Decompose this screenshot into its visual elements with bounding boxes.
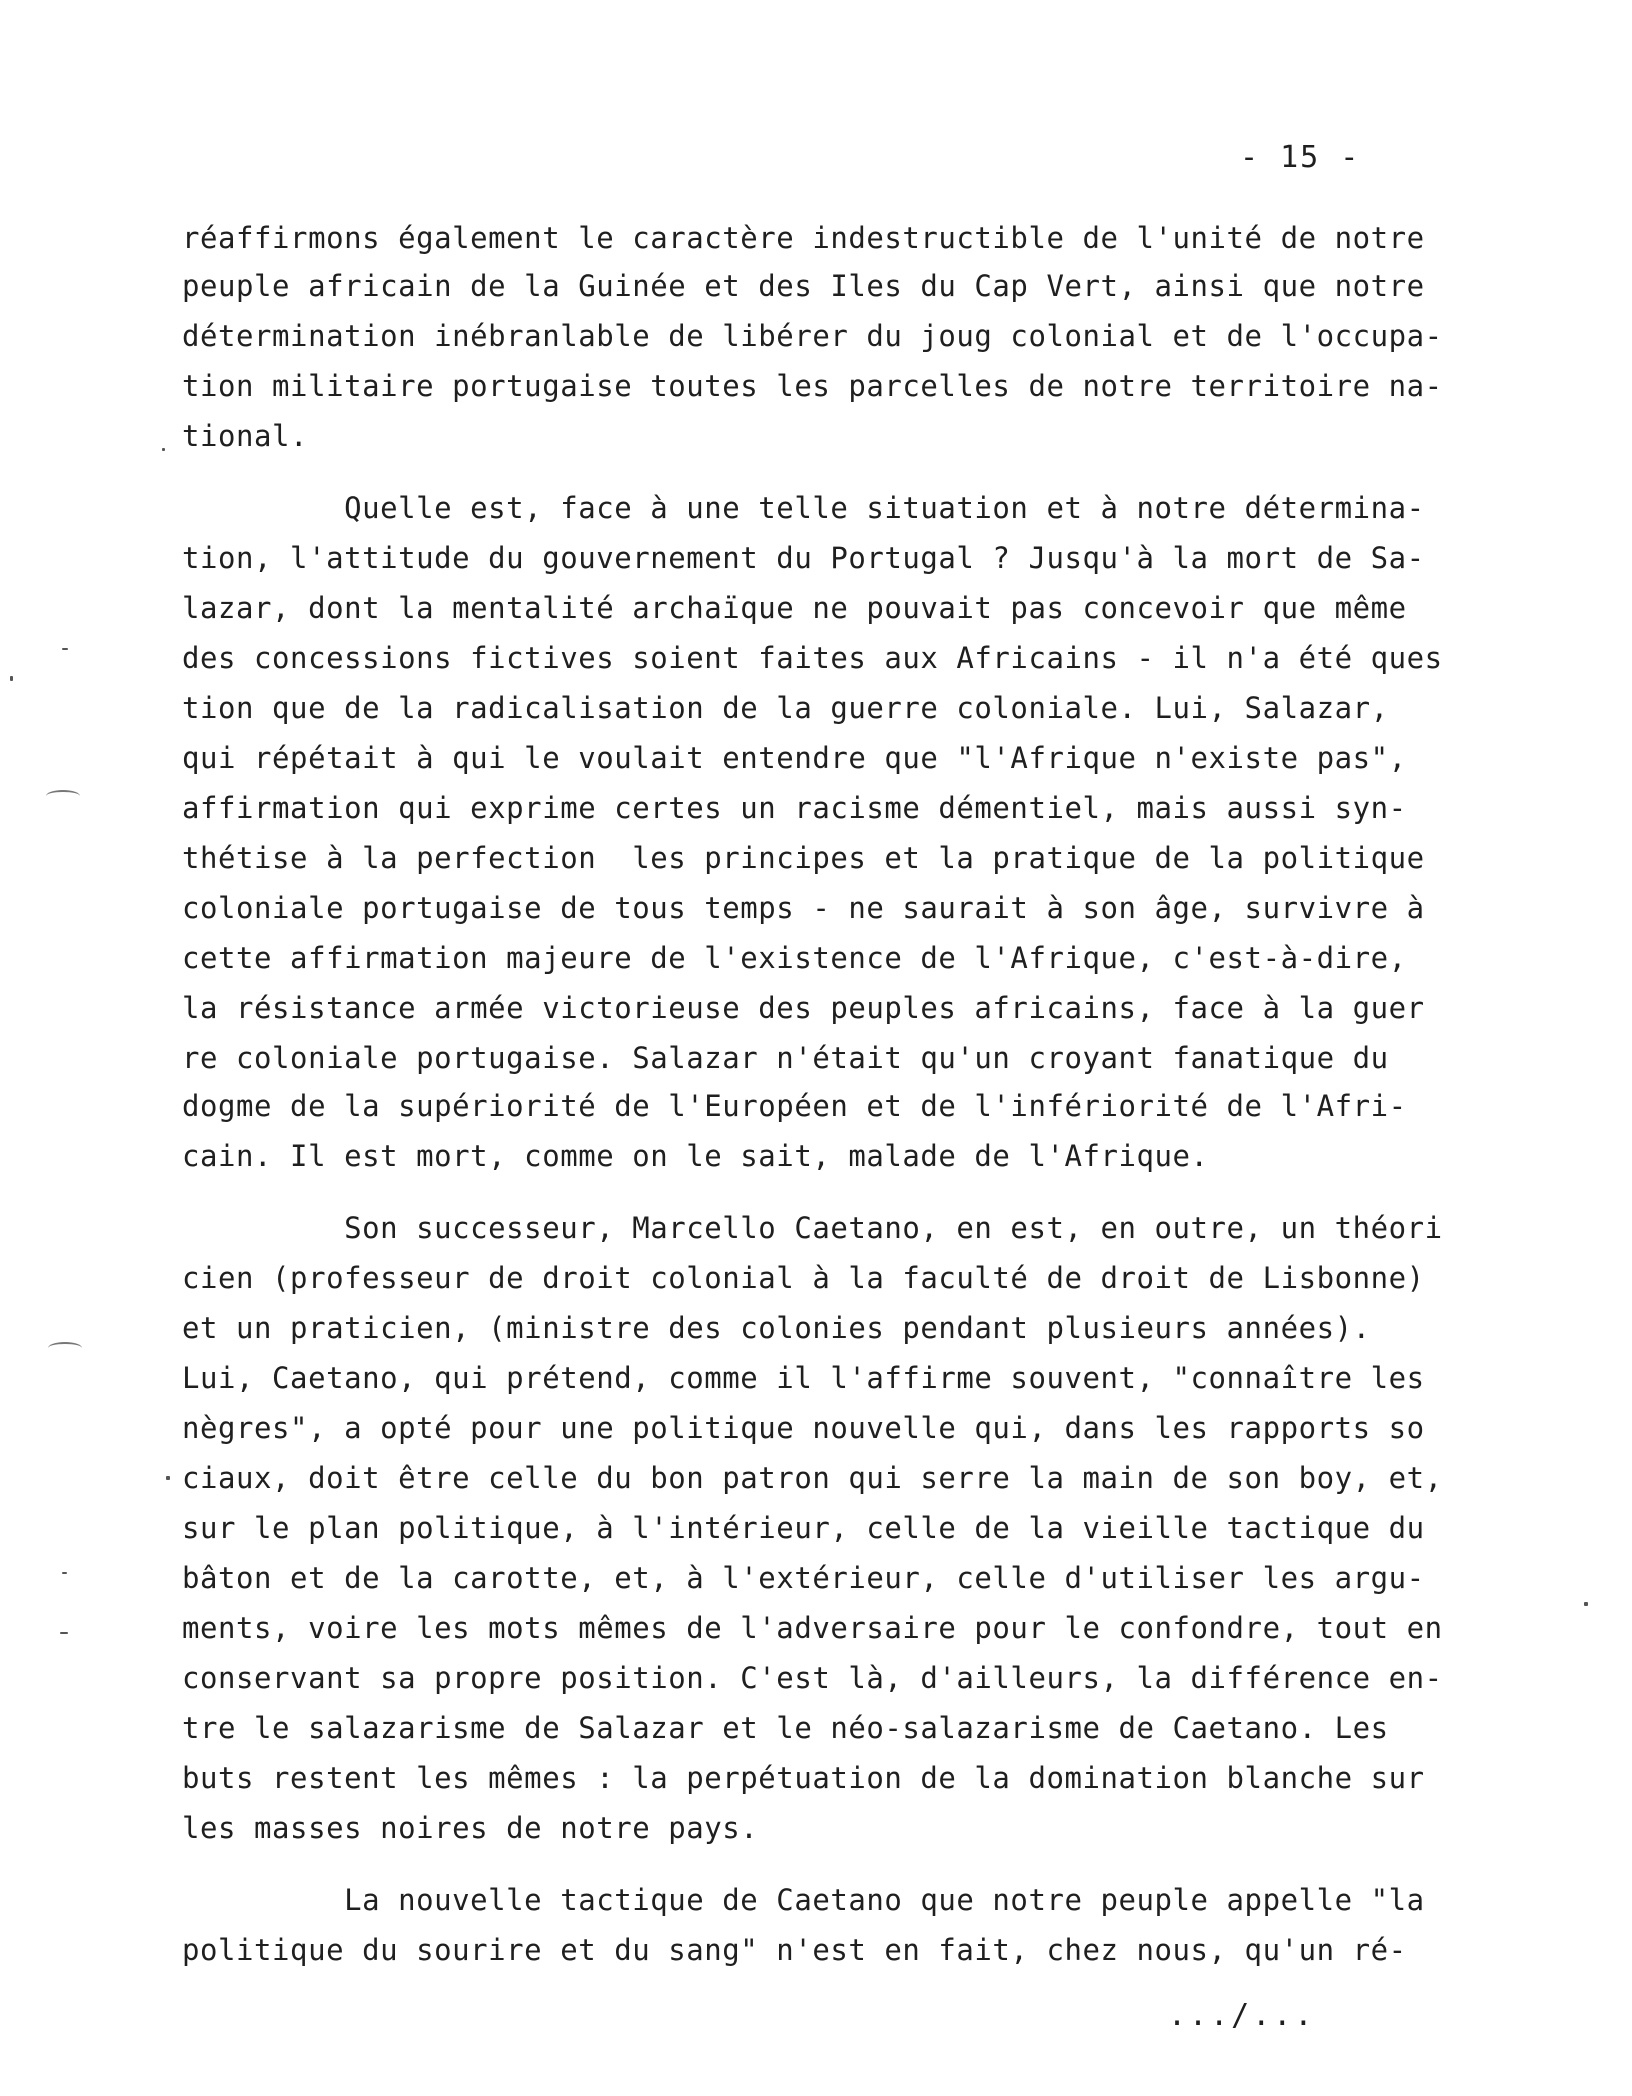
text-line: re coloniale portugaise. Salazar n'était qu'un croyant fanatique du [182, 1041, 1389, 1075]
text-line: ments, voire les mots mêmes de l'adversaire pour le confondre, tout en [182, 1611, 1443, 1645]
continuation-marker: .../... [1168, 1998, 1316, 2033]
text-line: peuple africain de la Guinée et des Iles du Cap Vert, ainsi que notre [182, 269, 1425, 303]
scan-speck [10, 676, 13, 681]
scan-speck [166, 1476, 170, 1480]
text-line: politique du sourire et du sang" n'est en fait, chez nous, qu'un ré- [182, 1933, 1407, 1967]
text-line: cette affirmation majeure de l'existence de l'Afrique, c'est-à-dire, [182, 941, 1407, 975]
text-line: qui répétait à qui le voulait entendre que "l'Afrique n'existe pas", [182, 741, 1407, 775]
text-line: détermination inébranlable de libérer du joug colonial et de l'occupa- [182, 319, 1443, 353]
text-line: réaffirmons également le caractère indestructible de l'unité de notre [182, 221, 1425, 255]
scan-speck [60, 1632, 68, 1634]
text-line: Quelle est, face à une telle situation et à notre détermina- [182, 491, 1425, 525]
text-line: coloniale portugaise de tous temps - ne saurait à son âge, survivre à [182, 891, 1425, 925]
text-line: tion que de la radicalisation de la guerre coloniale. Lui, Salazar, [182, 691, 1389, 725]
text-line: nègres", a opté pour une politique nouvelle qui, dans les rapports so [182, 1411, 1425, 1445]
text-line: lazar, dont la mentalité archaïque ne pouvait pas concevoir que même [182, 591, 1407, 625]
text-line: la résistance armée victorieuse des peuples africains, face à la guer [182, 991, 1425, 1025]
scan-speck [62, 1572, 67, 1574]
page-number: - 15 - [1240, 140, 1361, 175]
text-line: tional. [182, 419, 309, 453]
scan-speck [1584, 1602, 1588, 1606]
text-line: les masses noires de notre pays. [182, 1811, 759, 1845]
text-line: des concessions fictives soient faites aux Africains - il n'a été ques [182, 641, 1443, 675]
scan-speck [162, 448, 165, 451]
text-line: conservant sa propre position. C'est là, d'ailleurs, la différence en- [182, 1661, 1443, 1695]
text-line: thétise à la perfection les principes et la pratique de la politique [182, 841, 1425, 875]
text-line: dogme de la supériorité de l'Européen et de l'infériorité de l'Afri- [182, 1089, 1407, 1123]
text-line: et un praticien, (ministre des colonies pendant plusieurs années). [182, 1311, 1371, 1345]
margin-mark [46, 790, 80, 802]
text-line: cien (professeur de droit colonial à la faculté de droit de Lisbonne) [182, 1261, 1425, 1295]
text-line: Son successeur, Marcello Caetano, en est, en outre, un théori [182, 1211, 1443, 1245]
text-line: tion, l'attitude du gouvernement du Portugal ? Jusqu'à la mort de Sa- [182, 541, 1425, 575]
text-line: tion militaire portugaise toutes les parcelles de notre territoire na- [182, 369, 1443, 403]
text-line: sur le plan politique, à l'intérieur, celle de la vieille tactique du [182, 1511, 1425, 1545]
text-line: bâton et de la carotte, et, à l'extérieur, celle d'utiliser les argu- [182, 1561, 1425, 1595]
text-line: buts restent les mêmes : la perpétuation de la domination blanche sur [182, 1761, 1425, 1795]
text-line: affirmation qui exprime certes un racisme démentiel, mais aussi syn- [182, 791, 1407, 825]
margin-mark [48, 1342, 82, 1354]
scan-speck [62, 648, 68, 650]
text-line: ciaux, doit être celle du bon patron qui serre la main de son boy, et, [182, 1461, 1443, 1495]
text-line: cain. Il est mort, comme on le sait, malade de l'Afrique. [182, 1139, 1209, 1173]
text-line: Lui, Caetano, qui prétend, comme il l'affirme souvent, "connaître les [182, 1361, 1425, 1395]
text-line: tre le salazarisme de Salazar et le néo-salazarisme de Caetano. Les [182, 1711, 1389, 1745]
text-line: La nouvelle tactique de Caetano que notre peuple appelle "la [182, 1883, 1425, 1917]
